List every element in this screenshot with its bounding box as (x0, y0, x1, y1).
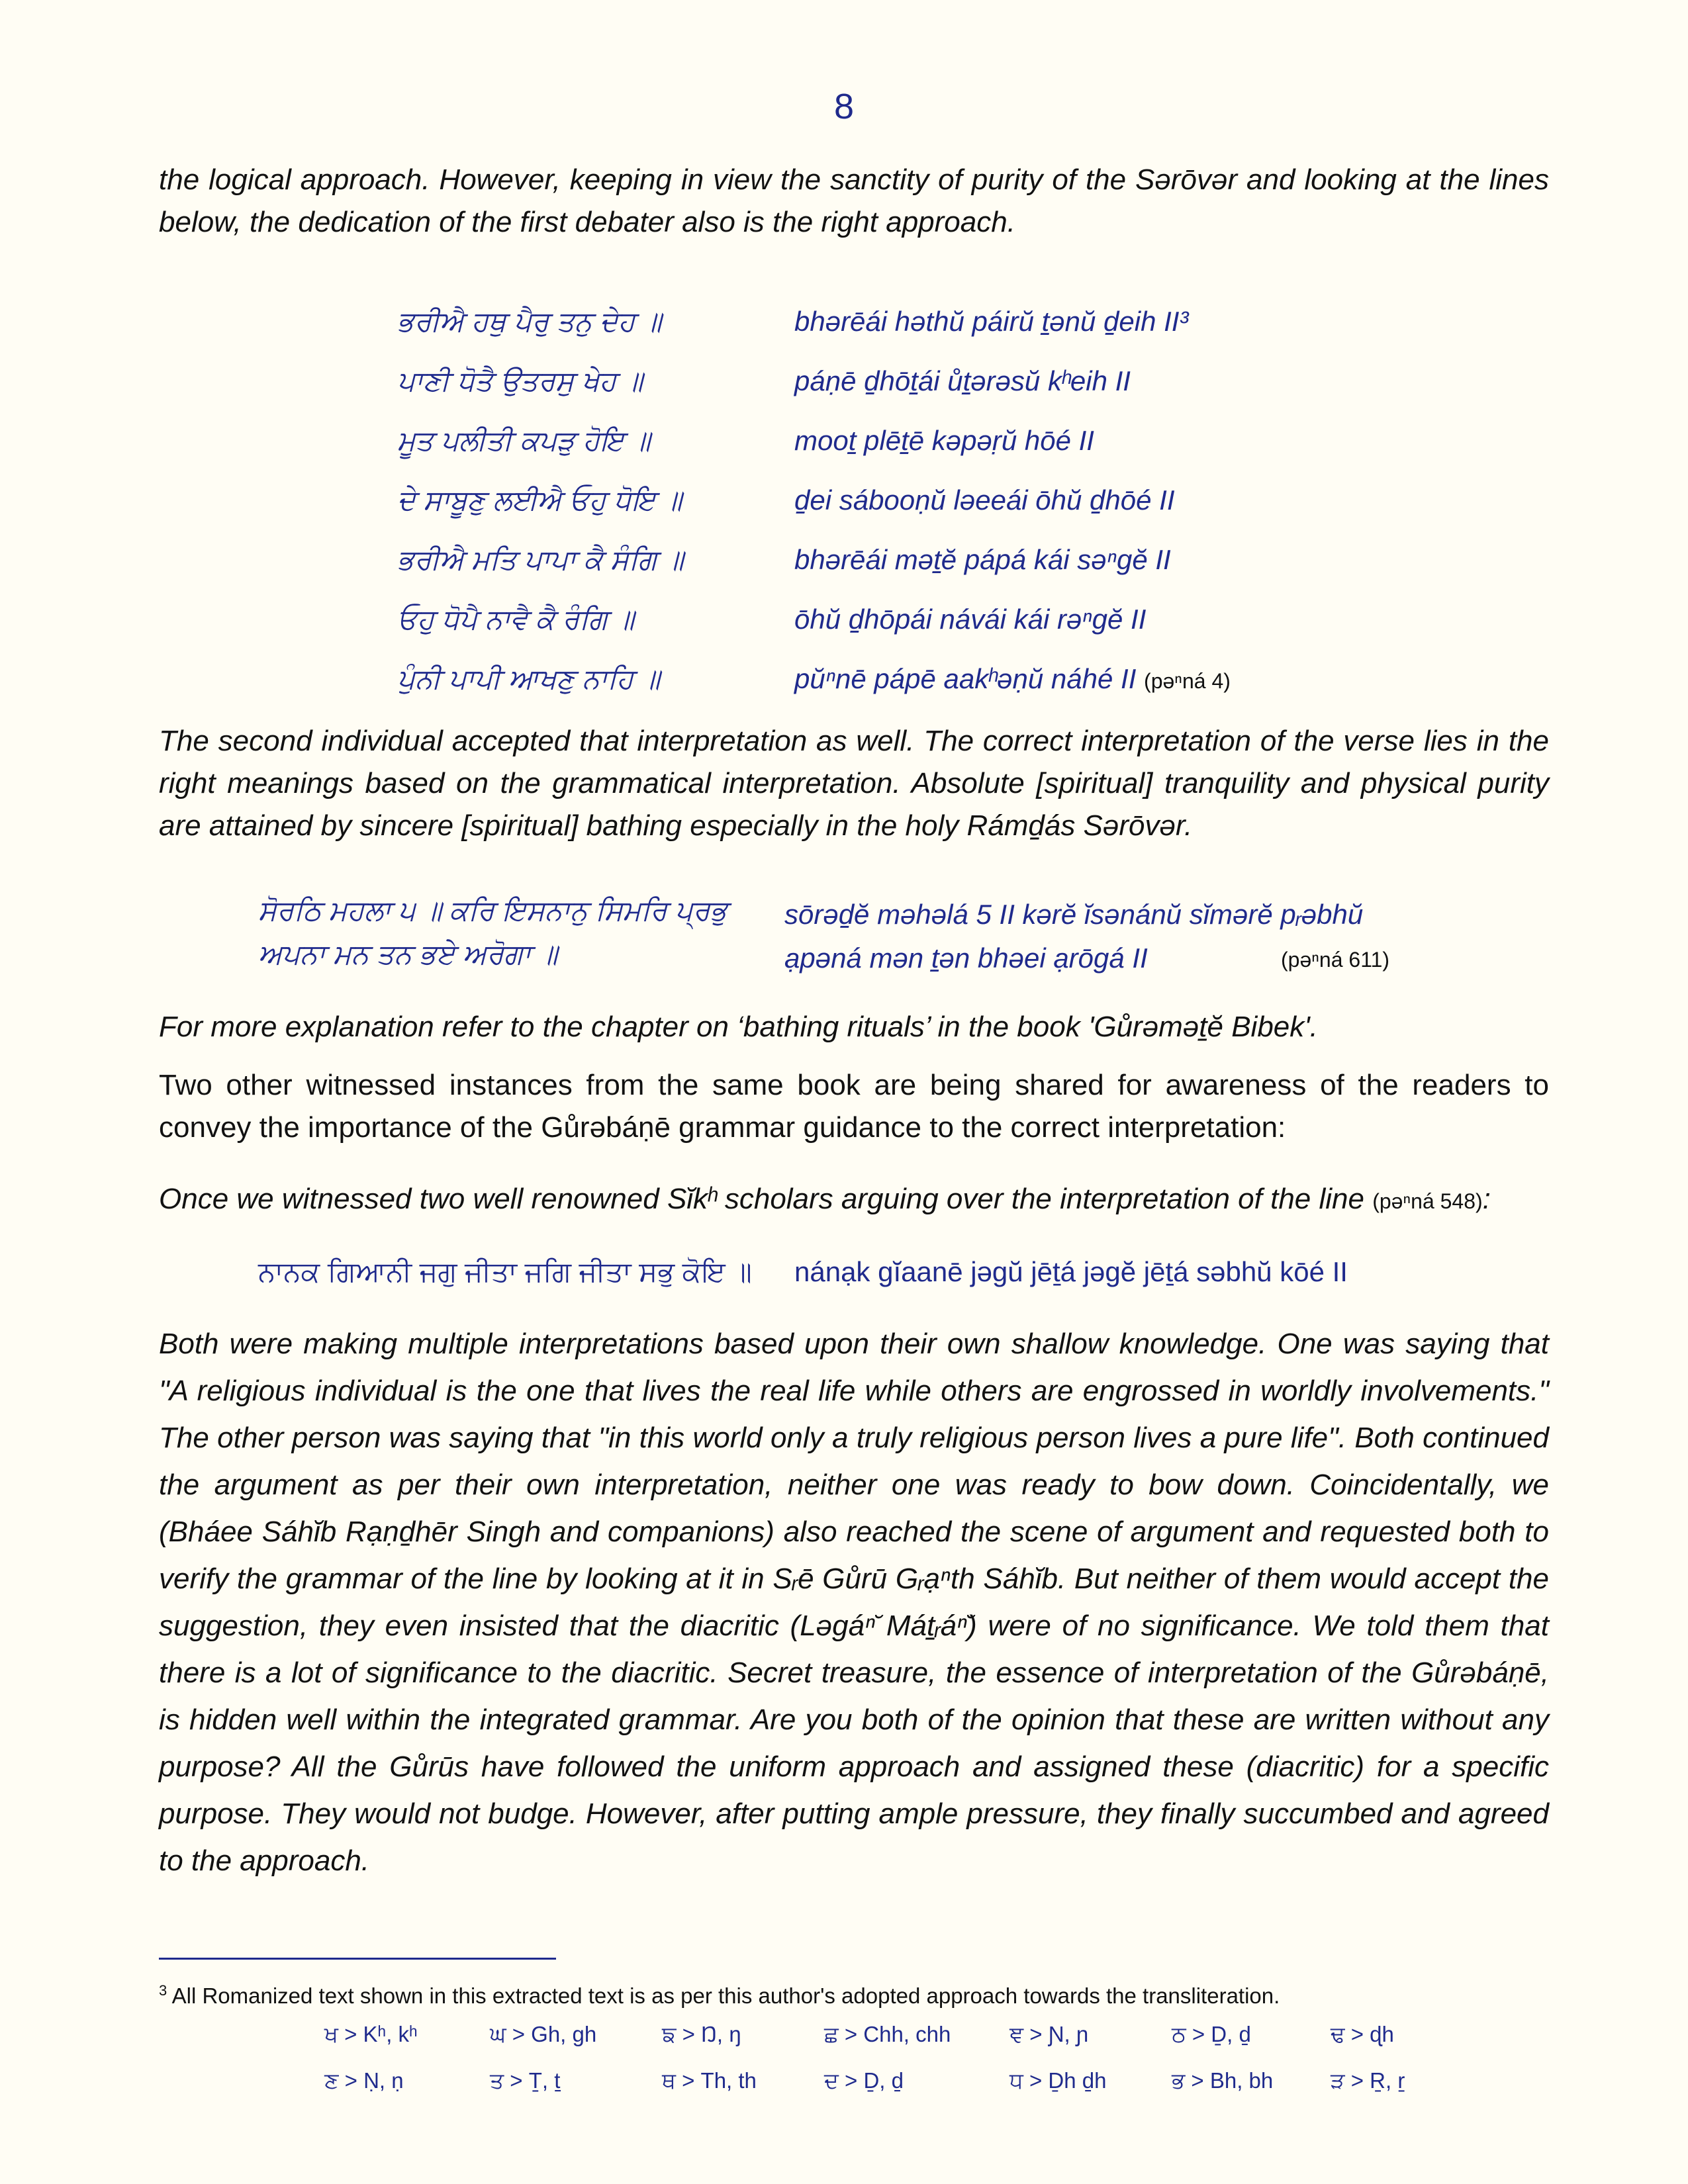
paragraph-second-individual: The second individual accepted that interpretation as well. The correct interpretation of the verse lies in the right meanings based on the grammatical interpretation. Absolute [spiritual] tranquility and physical purity are attained by sincere [spiritual] bathing especially in the holy Rámḏás Sərōvər. (159, 725, 1549, 842)
verse2-gurmukhi-line: ਸੋਰਠਿ ਮਹਲਾ ੫ ॥ ਕਰਿ ਇਸਨਾਨੁ ਸਿਮਰਿ ਪ੍ਰਭੁ (258, 895, 727, 926)
footnote (159, 1976, 1549, 2011)
footnote-marker: 3 (159, 1982, 167, 1999)
transliteration-entry: ਘ > Gh, gh (490, 2022, 597, 2046)
paragraph-more-explanation: For more explanation refer to the chapter on ‘bathing rituals’ in the book 'Gůrəməṯĕ Bibek'. (159, 1011, 1318, 1043)
verse1-gurmukhi-line: ਪਾਣੀ ਧੋਤੈ ਉਤਰਸੁ ਖੇਹ ॥ (397, 365, 643, 396)
verse1-roman-line: bhərēái həthŭ páirŭ ṯənŭ ḏeih II³ (794, 306, 1189, 337)
page-reference: (pəⁿná 611) (1281, 948, 1390, 972)
verse2-gurmukhi-line: ਅਪਨਾ ਮਨ ਤਨ ਭਏ ਅਰੋਗਾ ॥ (258, 938, 558, 970)
verse1-gurmukhi-line: ਪੁੰਨੀ ਪਾਪੀ ਆਖਣੁ ਨਾਹਿ ॥ (397, 663, 661, 694)
transliteration-entry: ਣ > Ṇ, ṇ (324, 2068, 404, 2093)
paragraph-scholars-arguing (159, 1178, 1549, 1222)
page-number: 8 (833, 87, 855, 126)
transliteration-entry: ਢ > ɖh (1331, 2022, 1394, 2046)
transliteration-entry: ਧ > Ḏh ḏh (1009, 2068, 1107, 2093)
scholars-arguing-text: Once we witnessed two well renowned Sĭkʰ scholars arguing over the interpretation of the line (159, 1183, 1364, 1215)
verse2-roman-line: ạpəná mən ṯən bhəei ạrōgá II (784, 942, 1148, 974)
verse1-gurmukhi-line: ਓਹੁ ਧੋਪੈ ਨਾਵੈ ਕੈ ਰੰਗਿ ॥ (397, 604, 635, 635)
transliteration-entry: ੜ > Ṟ, ṟ (1331, 2068, 1405, 2093)
transliteration-entry: ਖ > Kʰ, kʰ (324, 2022, 418, 2046)
colon: : (1482, 1183, 1491, 1215)
footnote-divider (159, 1958, 556, 1960)
verse1-roman-line: ōhŭ ḏhōpái návái kái rəⁿgĕ II (794, 604, 1147, 635)
transliteration-entry: ਦ > Ḏ, ḏ (824, 2068, 904, 2093)
verse1-roman-line: bhərēái məṯĕ pápá kái səⁿgĕ II (794, 544, 1171, 575)
page-reference: (pəⁿná 548) (1372, 1189, 1483, 1213)
verse1-gurmukhi-line: ਦੇ ਸਾਬੂਣੁ ਲਈਐ ਓਹੁ ਧੋਇ ॥ (397, 484, 682, 516)
transliteration-entry: ਛ > Chh, chh (824, 2022, 951, 2046)
transliteration-entry: ਤ > Ṯ, ṯ (490, 2068, 561, 2093)
paragraph-both-interpretations: Both were making multiple interpretations based upon their own shallow knowledge. One was saying that "A religious individual is the one that lives the real life while others are engrossed in worldly involvements." The other person was saying that "in this world only a truly religious person lives a pure life". Both continued the argument as per their own interpretation, neither one was ready to bow down. Coincidentally, we (Bháee Sáhĭb Rạṇḏhēr Singh and companions) also reached the scene of argument and requested both to verify the grammar of the line by looking at it in Sᵣē Gůrū Gᵣạⁿth Sáhĭb. But neither of them would accept the suggestion, they even insisted that the diacritic (Ləgáⁿ̆ Máṯᵣáⁿ̆) were of no significance. We told them that there is a lot of significance to the diacritic. Secret treasure, the essence of interpretation of the Gůrəbáṇē, is hidden well within the integrated grammar. Are you both of the opinion that these are written without any purpose? All the Gůrūs have followed the uniform approach and assigned these (diacritic) for a specific purpose. They would not budge. However, after putting ample pressure, they finally succumbed and agreed to the approach. (159, 1328, 1549, 1877)
verse1-roman-line (794, 663, 1231, 703)
transliteration-entry: ਞ > Ɲ, ɲ (1009, 2022, 1089, 2046)
transliteration-entry: ਭ > Bh, bh (1172, 2068, 1274, 2093)
verse2-roman-line: sōrəḏĕ məhəlá 5 II kərĕ ĭsənánŭ sĭmərĕ pᵣəbhŭ (784, 899, 1364, 930)
verse1-gurmukhi-line: ਭਰੀਐ ਮਤਿ ਪਾਪਾ ਕੈ ਸੰਗਿ ॥ (397, 544, 684, 575)
verse1-roman-line: ḏei sábooṇŭ ləeeái ōhŭ ḏhōé II (794, 484, 1175, 516)
verse3-gurmukhi-line: ਨਾਨਕ ਗਿਆਨੀ ਜਗੁ ਜੀਤਾ ਜਗਿ ਜੀਤਾ ਸਭੁ ਕੋਇ ॥ (258, 1256, 752, 1287)
intro-paragraph: the logical approach. However, keeping in view the sanctity of purity of the Sərōvər and looking at the lines below, the dedication of the first debater also is the right approach. (159, 163, 1549, 238)
verse1-roman-line: páṇē ḏhōṯái ůṯərəsŭ kʰeih II (794, 365, 1131, 396)
verse1-roman-text: pŭⁿnē pápē aakʰəṇŭ náhé II (794, 663, 1137, 694)
verse3-roman-line: nánạk gĭaanē jəgŭ jēṯá jəgĕ jēṯá səbhŭ kōé II (794, 1256, 1348, 1287)
transliteration-entry: ਙ > Ŋ, ŋ (662, 2022, 741, 2046)
paragraph-witnessed-instances: Two other witnessed instances from the same book are being shared for awareness of the readers to convey the importance of the Gůrəbáṇē grammar guidance to the correct interpretation: (159, 1069, 1549, 1144)
verse1-gurmukhi-line: ਭਰੀਐ ਹਥੁ ਪੈਰੁ ਤਨੁ ਦੇਹ ॥ (397, 306, 662, 337)
footnote-text: All Romanized text shown in this extracted text is as per this author's adopted approach towards the transliteration. (171, 1983, 1280, 2008)
transliteration-entry: ਠ > Ḏ, ḏ (1172, 2022, 1251, 2046)
verse1-gurmukhi-line: ਮੂਤ ਪਲੀਤੀ ਕਪੜੁ ਹੋਇ ॥ (397, 425, 651, 456)
page-reference: (pəⁿná 4) (1144, 669, 1231, 693)
verse1-roman-line: mooṯ plēṯē kəpəṛŭ hōé II (794, 425, 1094, 456)
transliteration-entry: ਥ > Th, th (662, 2068, 757, 2093)
